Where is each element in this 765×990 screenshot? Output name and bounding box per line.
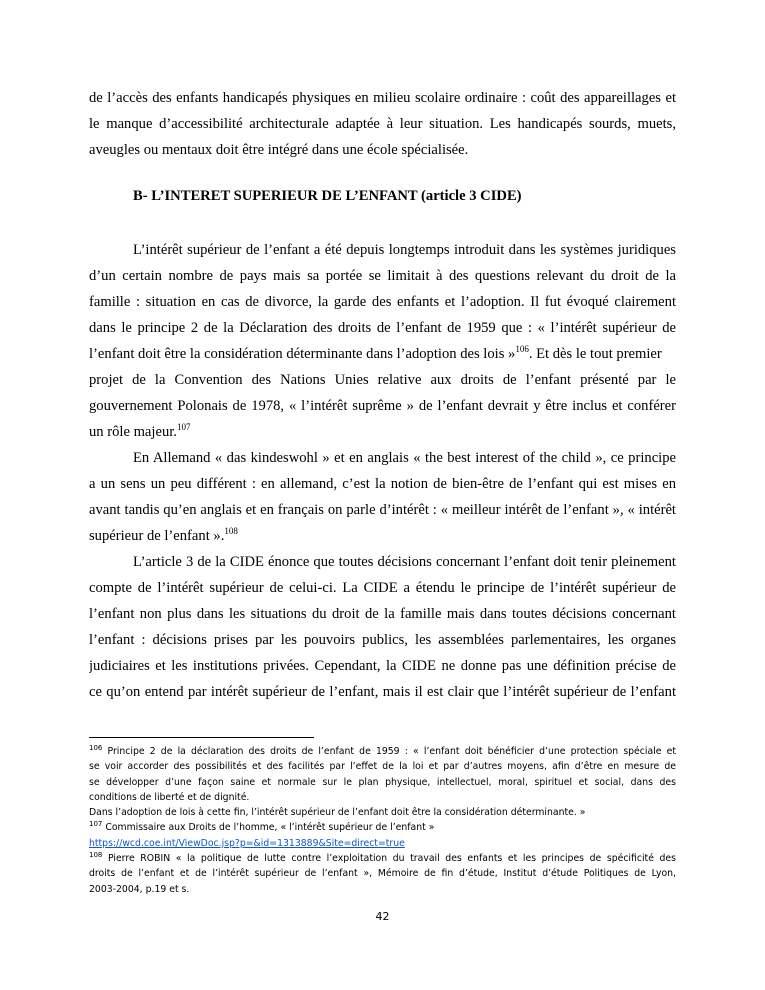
footnote-106 xyxy=(89,744,676,759)
footnote-link[interactable]: https://wcd.coe.int/ViewDoc.jsp?p=&id=1313889&Site=direct=true xyxy=(89,837,405,849)
section-heading: B- L’INTERET SUPERIEUR DE L’ENFANT (article 3 CIDE) xyxy=(133,188,522,204)
text-line: a un sens un peu différent : en allemand, c’est la notion de bien-être de l’enfant qui est mises en xyxy=(89,476,676,492)
text-fragment: supérieur de l’enfant ». xyxy=(89,528,225,544)
text-line: L’intérêt supérieur de l’enfant a été depuis longtemps introduit dans les systèmes juridiques xyxy=(133,242,676,258)
footnote-ref-107: 107 xyxy=(176,422,191,432)
text-line: famille : situation en cas de divorce, la garde des enfants et l’adoption. Il fut évoqué clairement xyxy=(89,294,676,310)
text-fragment: un rôle majeur. xyxy=(89,424,177,440)
text-line: de l’accès des enfants handicapés physiques en milieu scolaire ordinaire : coût des appareillages et xyxy=(89,90,676,106)
footnote-text: Pierre ROBIN « la politique de lutte contre l’exploitation du travail des enfants et les principes de spécificité des xyxy=(102,853,676,865)
footnote-ref-106: 106 xyxy=(515,344,529,354)
text-line: L’article 3 de la CIDE énonce que toutes décisions concernant l’enfant doit tenir pleinement xyxy=(133,554,676,570)
footnote-line xyxy=(89,836,676,851)
footnote-line: 2003-2004, p.19 et s. xyxy=(89,883,190,895)
text-line: gouvernement Polonais de 1978, « l’intérêt suprême » de l’enfant devrait y être inclus et conférer xyxy=(89,398,676,414)
footnote-number: 107 xyxy=(89,820,103,829)
top-paragraph xyxy=(89,85,676,163)
text-line: le manque d’accessibilité architecturale adaptée à leur situation. Les handicapés sourds, muets, xyxy=(89,116,676,132)
text-line: avant tandis qu’en anglais et en français on parle d’intérêt : « meilleur intérêt de l’enfant », « intérêt xyxy=(89,502,676,518)
footnote-line: droits de l’enfant et de l’intérêt supérieur de l’enfant », Mémoire de fin d’étude, Institut d’étude Politiques de Lyon, xyxy=(89,868,676,880)
footnote-107 xyxy=(89,820,676,835)
text-fragment: l’enfant doit être la considération déterminante dans l’adoption des lois » xyxy=(89,346,516,362)
footnotes xyxy=(89,744,676,897)
footnote-line: Dans l’adoption de lois à cette fin, l’intérêt supérieur de l’enfant doit être la considération déterminante. » xyxy=(89,807,586,819)
text-line: En Allemand « das kindeswohl » et en anglais « the best interest of the child », ce principe xyxy=(133,450,676,466)
footnote-ref-108: 108 xyxy=(224,526,238,536)
footnote-line: se développer d’une façon saine et normale sur le plan physique, intellectuel, moral, spirituel et social, dans des xyxy=(89,776,676,788)
footnote-108 xyxy=(89,851,676,866)
text-line: d’un certain nombre de pays mais sa portée se limitait à des questions relevant du droit de la xyxy=(89,268,676,284)
text-line: aveugles ou mentaux doit être intégré dans une école spécialisée. xyxy=(89,142,469,158)
footnote-text: Commissaire aux Droits de l’homme, « l’intérêt supérieur de l’enfant » xyxy=(102,822,435,834)
footnote-separator xyxy=(89,737,314,738)
text-fragment: . Et dès le tout premier xyxy=(528,346,662,362)
text-line: compte de l’intérêt supérieur de celui-ci. La CIDE a étendu le principe de l’intérêt supérieur de xyxy=(89,580,676,596)
text-line xyxy=(89,419,676,445)
text-line: ce qu’on entend par intérêt supérieur de l’enfant, mais il est clair que l’intérêt supérieur de l’enfant xyxy=(89,684,676,700)
page-number: 42 xyxy=(375,910,390,923)
text-line xyxy=(89,341,676,367)
footnote-line: conditions de liberté et de dignité. xyxy=(89,791,250,803)
footnote-line: se voir accorder des possibilités et des facilités par l’effet de la loi et par d’autres moyens, afin d’être en mesure de xyxy=(89,761,676,773)
text-line: l’enfant : décisions prises par les pouvoirs publics, les assemblées parlementaires, les organes xyxy=(89,632,676,648)
text-line: l’enfant non plus dans les situations du droit de la famille mais dans toutes décisions concernant xyxy=(89,606,676,622)
footnote-text: Principe 2 de la déclaration des droits de l’enfant de 1959 : « l’enfant doit bénéficier d’une protection spéciale et xyxy=(102,746,676,757)
footnote-number: 108 xyxy=(89,851,103,860)
text-line: judiciaires et les institutions privées. Cependant, la CIDE ne donne pas une définition précise de xyxy=(89,658,676,674)
text-line: projet de la Convention des Nations Unies relative aux droits de l’enfant présenté par le xyxy=(89,372,676,388)
footnote-number: 106 xyxy=(89,744,103,752)
paragraph-1 xyxy=(89,237,676,705)
text-line: dans le principe 2 de la Déclaration des droits de l’enfant de 1959 que : « l’intérêt supérieur de xyxy=(89,320,676,336)
text-line xyxy=(89,523,676,549)
